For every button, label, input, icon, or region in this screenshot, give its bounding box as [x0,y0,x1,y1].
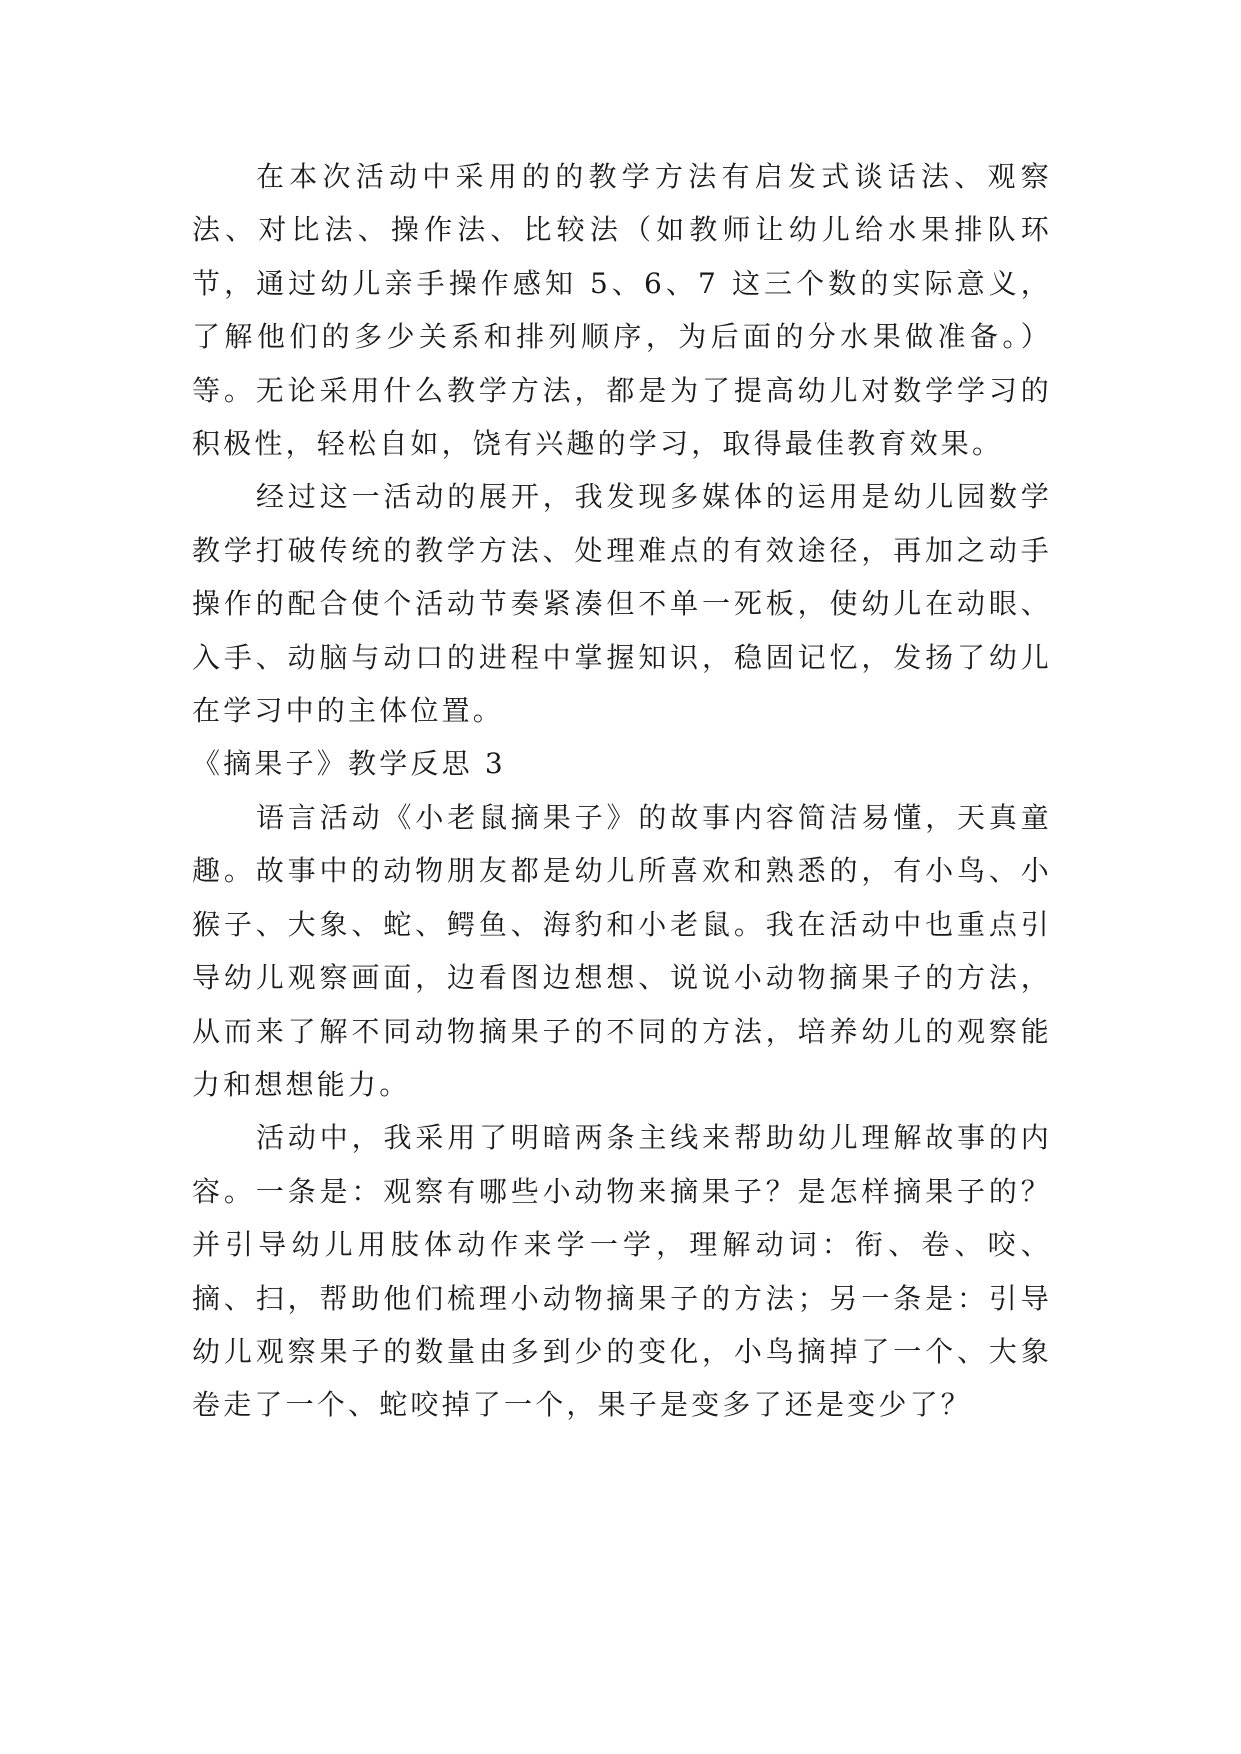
paragraph-teaching-methods: 在本次活动中采用的的教学方法有启发式谈话法、观察法、对比法、操作法、比较法（如教师让幼儿给水果排队环节，通过幼儿亲手操作感知 5、6、7 这三个数的实际意义，了解他们的多少关系和排列顺序，为后面的分水果做准备。）等。无论采用什么教学方法，都是为了提高幼儿对数学学习的积极性，轻松自如，饶有兴趣的学习，取得最佳教育效果。 [192,160,1052,461]
paragraph-multimedia: 经过这一活动的展开，我发现多媒体的运用是幼儿园数学教学打破传统的教学方法、处理难点的有效途径，再加之动手操作的配合使个活动节奏紧凑但不单一死板，使幼儿在动眼、入手、动脑与动口的进程中掌握知识，稳固记忆，发扬了幼儿在学习中的主体位置。 [192,480,1052,728]
paragraph-story-content: 语言活动《小老鼠摘果子》的故事内容简洁易懂，天真童趣。故事中的动物朋友都是幼儿所喜欢和熟悉的，有小鸟、小猴子、大象、蛇、鳄鱼、海豹和小老鼠。我在活动中也重点引导幼儿观察画面，边看图边想想、说说小动物摘果子的方法，从而来了解不同动物摘果子的不同的方法，培养幼儿的观察能力和想想能力。 [192,800,1052,1101]
section-heading: 《摘果子》教学反思 3 [192,747,506,781]
paragraph-activity-lines: 活动中，我采用了明暗两条主线来帮助幼儿理解故事的内容。一条是：观察有哪些小动物来摘果子？是怎样摘果子的？并引导幼儿用肢体动作来学一学，理解动词：衔、卷、咬、摘、扫，帮助他们梳理小动物摘果子的方法；另一条是：引导幼儿观察果子的数量由多到少的变化，小鸟摘掉了一个、大象卷走了一个、蛇咬掉了一个，果子是变多了还是变少了？ [192,1121,1052,1422]
document-body [192,150,1052,1432]
